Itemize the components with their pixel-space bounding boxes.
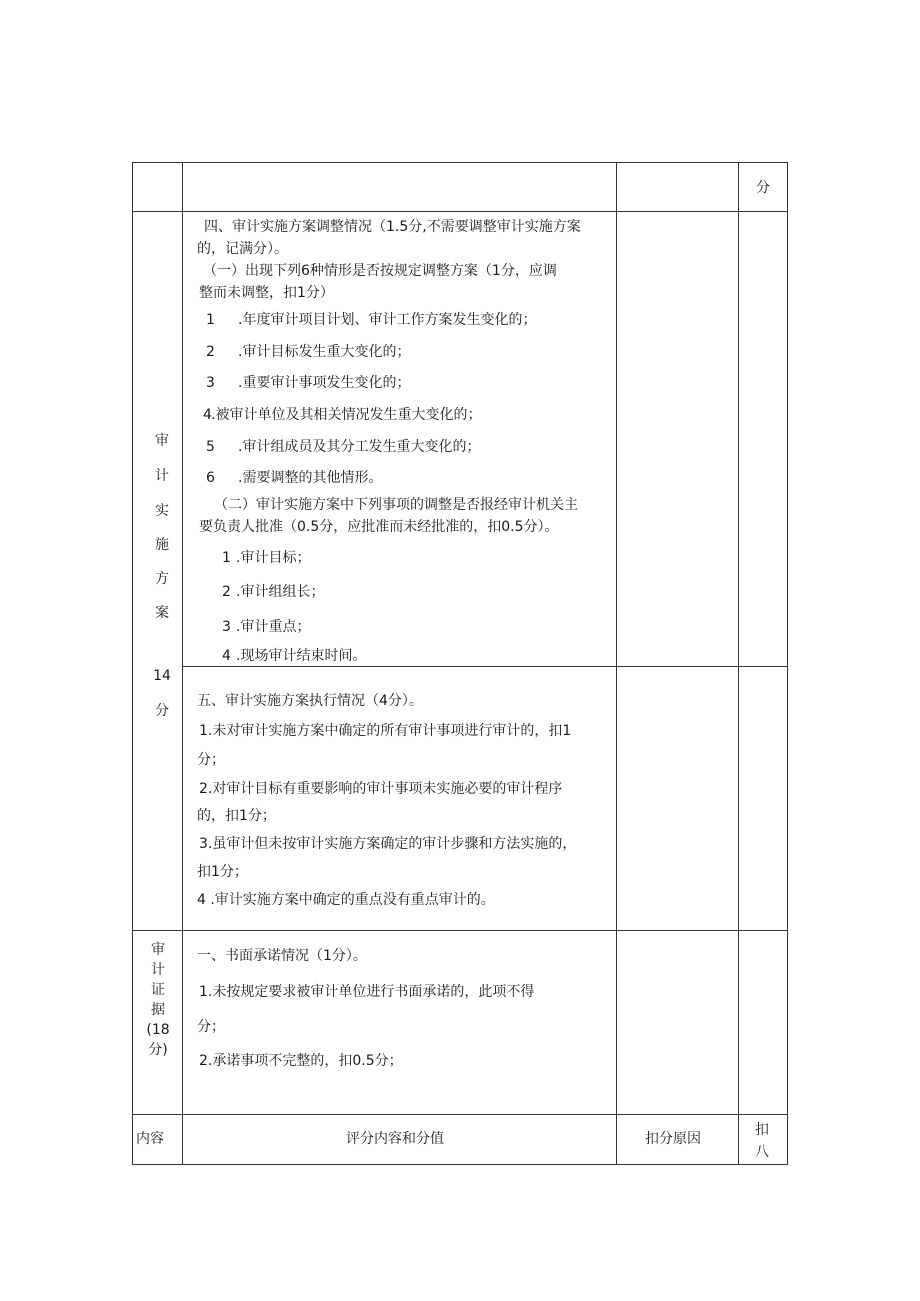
list-item-num: 2 (206, 344, 215, 360)
item5-line: 3.虽审计但未按审计实施方案确定的审计步骤和方法实施的， (199, 836, 577, 852)
list-item-text: .年度审计项目计划、审计工作方案发生变化的； (238, 312, 537, 328)
list-item-num: 1 (222, 550, 231, 566)
row-divider-4 (132, 1114, 788, 1115)
plan-category-char: 实 (155, 503, 169, 519)
list-item-num: 4 (222, 648, 231, 664)
list-item-text: .审计目标； (236, 550, 311, 566)
row-divider-3 (132, 930, 788, 931)
item4-title-line2: 的，记满分）。 (197, 241, 288, 257)
plan-category-score-unit: 分 (155, 703, 169, 719)
list-item-num: 2 (222, 584, 231, 600)
header-scoring-criteria: 评分内容和分值 (346, 1131, 444, 1147)
item5-line: 扣1分； (197, 864, 248, 880)
header-deduction-line1: 扣 (755, 1122, 769, 1138)
col-border-left (132, 162, 133, 1165)
plan-category-char: 审 (155, 433, 169, 449)
header-deduction-reason: 扣分原因 (645, 1131, 701, 1147)
list-item-text: .审计组成员及其分工发生重大变化的； (238, 439, 481, 455)
header-content: 内容 (136, 1131, 164, 1147)
col-border-1 (182, 162, 183, 1165)
list-item-num: 6 (206, 470, 215, 486)
item5-line: 分； (197, 752, 225, 768)
plan-category-char: 案 (155, 605, 169, 621)
list-item-num: 5 (206, 439, 215, 455)
evidence-line: 1.未按规定要求被审计单位进行书面承诺的，此项不得 (199, 984, 535, 1000)
col-border-2 (616, 162, 617, 1165)
list-item-num: 4 (203, 407, 212, 423)
evidence-category-char: 审 (151, 942, 165, 958)
item5-line: 2.对审计目标有重要影响的审计事项未实施必要的审计程序 (199, 781, 563, 797)
top-score-unit: 分 (756, 180, 770, 196)
evidence-category-char: (18 (146, 1022, 170, 1038)
list-item-text: .现场审计结束时间。 (236, 648, 367, 664)
table-top-border (132, 162, 788, 163)
table-bottom-border (132, 1164, 788, 1165)
item4-sub1-line1: （一）出现下列6种情形是否按规定调整方案（1分，应调 (203, 263, 557, 279)
evidence-line: 2.承诺事项不完整的，扣0.5分； (199, 1053, 403, 1069)
item5-line: 4 .审计实施方案中确定的重点没有重点审计的。 (197, 892, 495, 908)
list-item-num: 1 (206, 312, 215, 328)
item5-line: 1.未对审计实施方案中确定的所有审计事项进行审计的，扣1 (199, 723, 572, 739)
evidence-line: 分； (197, 1019, 225, 1035)
item5-title: 五、审计实施方案执行情况（4分）。 (197, 693, 423, 709)
list-item-text: .重要审计事项发生变化的； (238, 375, 411, 391)
header-deduction-line2: 八 (755, 1144, 769, 1160)
plan-category-char: 计 (155, 468, 169, 484)
plan-category-char: 方 (155, 571, 169, 587)
plan-category-char: 施 (155, 537, 169, 553)
list-item-text: .审计重点； (236, 619, 311, 635)
list-item-num: 3 (206, 375, 215, 391)
row-divider-1 (132, 211, 788, 212)
plan-category-score: 14 (153, 668, 171, 684)
row-divider-2a (182, 666, 788, 667)
col-border-3 (738, 162, 739, 1165)
item4-sub2-line1: （二）审计实施方案中下列事项的调整是否报经审计机关主 (214, 497, 578, 513)
item4-sub2-line2: 要负责人批准（0.5分，应批准而未经批准的，扣0.5分）。 (199, 519, 559, 535)
item5-line: 的，扣1分； (197, 808, 276, 824)
item4-title-line1: 四、审计实施方案调整情况（1.5分,不需要调整审计实施方案 (204, 219, 581, 235)
list-item-num: 3 (222, 619, 231, 635)
list-item-text: .需要调整的其他情形。 (238, 470, 383, 486)
evidence-category-char: 证 (151, 982, 165, 998)
evidence-category-char: 计 (151, 962, 165, 978)
col-border-right (787, 162, 788, 1165)
evidence-category-char: 分) (148, 1042, 168, 1058)
list-item-text: .审计组组长； (236, 584, 325, 600)
evidence-category-char: 据 (151, 1002, 165, 1018)
item4-sub1-line2: 整而未调整，扣1分） (199, 285, 334, 301)
list-item-text: .审计目标发生重大变化的； (238, 344, 411, 360)
list-item-text: .被审计单位及其相关情况发生重大变化的； (211, 407, 482, 423)
evidence-title: 一、书面承诺情况（1分）。 (197, 948, 367, 964)
